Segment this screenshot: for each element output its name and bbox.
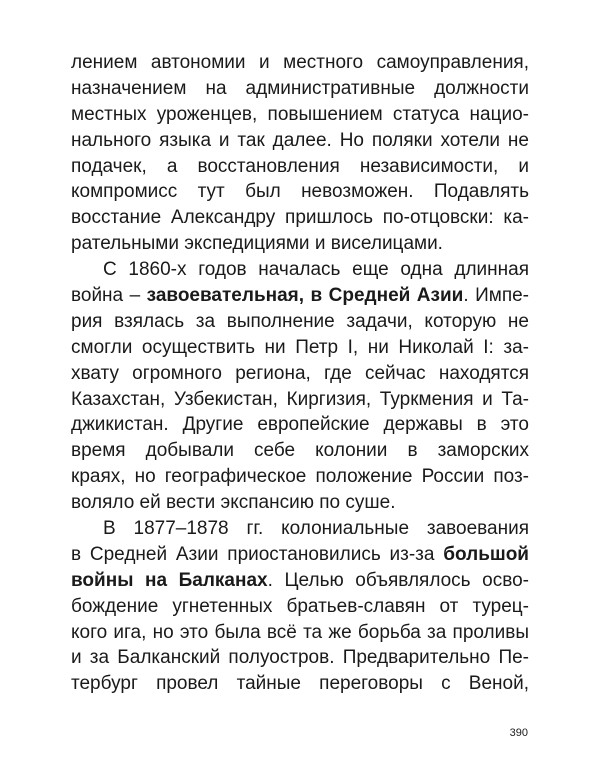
text-line: смогли осуществить ни Петр I, ни Николай I: за- xyxy=(71,336,529,358)
body-text xyxy=(71,50,529,697)
text-line xyxy=(71,542,529,568)
text-line: тербург провел тайные переговоры с Веной, xyxy=(71,673,529,695)
bold-term: войны на Балканах xyxy=(71,569,268,591)
text-line: хвату огромного региона, где сейчас находятся xyxy=(71,362,529,384)
text-line xyxy=(71,283,529,309)
text-line: нального языка и так далее. Но поляки хотели не xyxy=(71,129,529,151)
text-run: . Импе- xyxy=(463,285,529,307)
text-run: . Целью объявлялось осво- xyxy=(267,569,530,591)
page-number: 390 xyxy=(509,727,528,739)
text-line: бождение угнетенных братьев-славян от турец- xyxy=(71,595,529,617)
paragraph-start-line: С 1860-х годов началась еще одна длинная xyxy=(103,259,529,281)
text-run: война – xyxy=(71,285,147,307)
text-line: назначением на административные должности xyxy=(71,77,529,99)
text-line: компромисс тут был невозможен. Подавлять xyxy=(71,181,529,203)
text-run: в Средней Азии приостановились из-за xyxy=(71,543,444,565)
text-line: воляло ей вести экспансию по суше. xyxy=(71,492,396,514)
text-line: рия взялась за выполнение задачи, которую не xyxy=(71,310,529,332)
text-line: Казахстан, Узбекистан, Киргизия, Туркмения и Та- xyxy=(71,388,529,410)
paragraph-start-line: В 1877–1878 гг. колониальные завоевания xyxy=(103,518,529,540)
text-line: краях, но географическое положение России поз- xyxy=(71,466,529,488)
text-line: местных уроженцев, повышением статуса нацио- xyxy=(71,103,529,125)
bold-term: большой xyxy=(443,543,529,565)
text-line: джикистан. Другие европейские державы в это xyxy=(71,414,529,436)
text-line: рательными экспедициями и виселицами. xyxy=(71,233,443,255)
text-line xyxy=(71,568,529,594)
text-line: восстание Александру пришлось по-отцовски: ка- xyxy=(71,207,529,229)
bold-term: завоевательная, в Средней Азии xyxy=(146,285,464,307)
text-line: время добывали себе колонии в заморских xyxy=(71,440,529,462)
text-line: и за Балканский полуостров. Предварительно Пе- xyxy=(71,647,529,669)
text-line: лением автономии и местного самоуправления, xyxy=(71,52,529,73)
text-line: подачек, а восстановления независимости, и xyxy=(71,155,529,177)
text-line: кого ига, но это была всё та же борьба за проливы xyxy=(71,621,529,643)
